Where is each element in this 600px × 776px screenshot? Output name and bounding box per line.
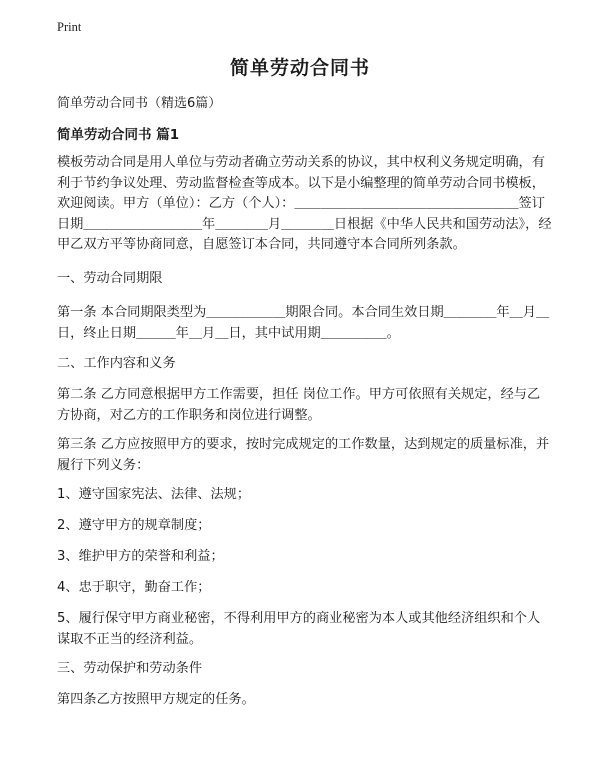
article-4: 第四条乙方按照甲方规定的任务。 bbox=[57, 692, 255, 707]
intro-paragraph: 模板劳动合同是用人单位与劳动者确立劳动关系的协议，其中权利义务规定明确，有利于节约争议处理、劳动监督检查等成本。以下是小编整理的简单劳动合同书模板，欢迎阅读。甲方（单位）：乙方（个人）：＿＿＿＿＿＿＿＿＿＿＿＿＿＿＿＿＿签订日期＿＿＿＿＿＿＿＿＿年＿＿＿＿月＿＿＿＿日根据《中华人民共和国劳动法》，经甲乙双方平等协商同意，自愿签订本合同，共同遵守本合同所列条款。 bbox=[57, 155, 552, 252]
heading-contract-term: 一、劳动合同期限 bbox=[57, 271, 163, 286]
document-subtitle: 简单劳动合同书（精选6篇） bbox=[57, 96, 222, 111]
heading-work-content: 二、工作内容和义务 bbox=[57, 356, 176, 371]
heading-labor-protection: 三、劳动保护和劳动条件 bbox=[57, 661, 203, 676]
list-item: 3、维护甲方的荣誉和利益； bbox=[57, 549, 224, 564]
print-link[interactable]: Print bbox=[57, 20, 82, 34]
list-item: 2、遵守甲方的规章制度； bbox=[57, 518, 211, 533]
document-title: 简单劳动合同书 bbox=[229, 57, 370, 79]
article-3: 第三条 乙方应按照甲方的要求，按时完成规定的工作数量，达到规定的质量标准，并履行下列义务： bbox=[57, 437, 550, 473]
section-heading: 简单劳动合同书 篇1 bbox=[57, 127, 180, 143]
list-item: 1、遵守国家宪法、法律、法规； bbox=[57, 487, 251, 502]
list-item: 5、履行保守甲方商业秘密，不得利用甲方的商业秘密为本人或其他经济组织和个人谋取不正当的经济利益。 bbox=[57, 611, 541, 647]
list-item: 4、忠于职守，勤奋工作； bbox=[57, 580, 211, 595]
article-1: 第一条 本合同期限类型为＿＿＿＿＿＿期限合同。本合同生效日期＿＿＿＿年＿月＿日，终止日期＿＿＿年＿月＿日，其中试用期＿＿＿＿＿。 bbox=[57, 305, 550, 341]
article-2: 第二条 乙方同意根据甲方工作需要，担任 岗位工作。甲方可依照有关规定，经与乙方协商，对乙方的工作职务和岗位进行调整。 bbox=[57, 387, 541, 423]
